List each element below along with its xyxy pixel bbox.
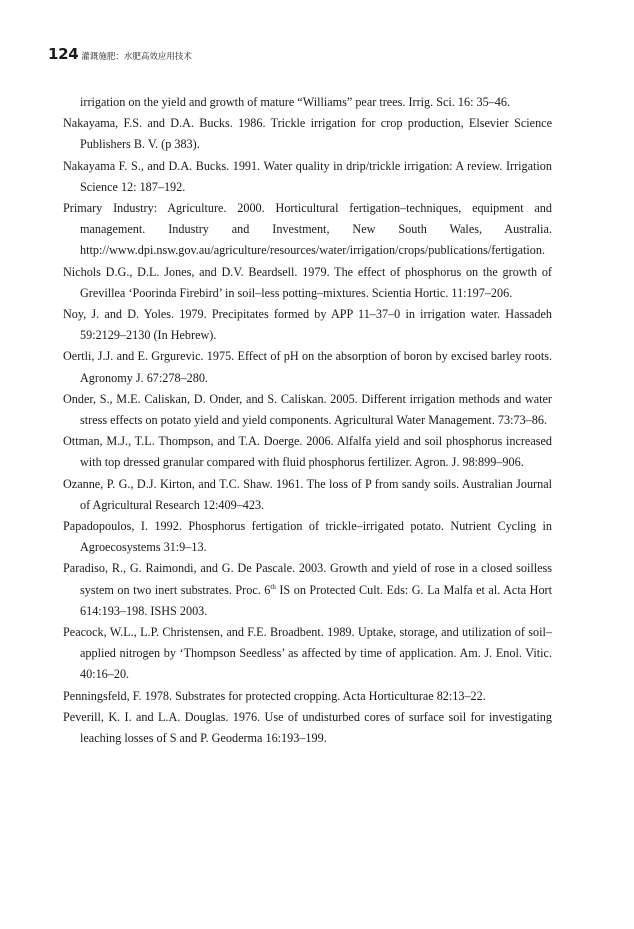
reference-entry: Nichols D.G., D.L. Jones, and D.V. Beardsell. 1979. The effect of phosphorus on the growth of Grevillea ‘Poorinda Firebird’ in soil–less potting–mixtures. Scientia Hortic. 11:197–206. (63, 264, 552, 300)
reference-entry: Primary Industry: Agriculture. 2000. Horticultural fertigation–techniques, equipment and management. Industry and Investment, New South Wales, Australia. http://www.dpi.nsw.gov.au/agriculture/resources/water/irrigation/crops/publications/fertigation. (63, 201, 552, 258)
reference-entry: Oertli, J.J. and E. Grgurevic. 1975. Effect of pH on the absorption of boron by excised barley roots. Agronomy J. 67:278–280. (63, 349, 552, 385)
reference-entry: Peverill, K. I. and L.A. Douglas. 1976. Use of undisturbed cores of surface soil for investigating leaching losses of S and P. Geoderma 16:193–199. (63, 709, 552, 746)
reference-entry: Penningsfeld, F. 1978. Substrates for protected cropping. Acta Horticulturae 82:13–22. (63, 688, 486, 703)
book-title: 灌溉施肥：水肥高效应用技术 (81, 52, 192, 62)
running-header (48, 45, 192, 63)
reference-list (63, 92, 552, 749)
reference-entry: Peacock, W.L., L.P. Christensen, and F.E. Broadbent. 1989. Uptake, storage, and utilization of soil–applied nitrogen by ‘Thompson Seedless’ as affected by time of application. Am. J. Enol. Vitic. 40:16–20. (63, 625, 552, 682)
reference-entry: Noy, J. and D. Yoles. 1979. Precipitates formed by APP 11–37–0 in irrigation water. Hassadeh 59:2129–2130 (In Hebrew). (63, 307, 552, 343)
reference-entry: Nakayama F. S., and D.A. Bucks. 1991. Water quality in drip/trickle irrigation: A review. Irrigation Science 12: 187–192. (63, 158, 552, 194)
reference-text: Paradiso, R., G. Raimondi, and G. De Pascale. 2003. Growth and yield of rose in a closed soilless system on two inert substrates. Proc. 6 (63, 561, 552, 597)
reference-continuation: irrigation on the yield and growth of mature “Williams” pear trees. Irrig. Sci. 16: 35–46. (80, 95, 511, 109)
reference-entry: Ottman, M.J., T.L. Thompson, and T.A. Doerge. 2006. Alfalfa yield and soil phosphorus increased with top dressed granular compared with fluid phosphorus fertilizer. Agron. J. 98:899–906. (63, 434, 552, 470)
reference-entry: Ozanne, P. G., D.J. Kirton, and T.C. Shaw. 1961. The loss of P from sandy soils. Australian Journal of Agricultural Research 12:409–423. (63, 476, 552, 512)
reference-entry: Papadopoulos, I. 1992. Phosphorus fertigation of trickle–irrigated potato. Nutrient Cycling in Agroecosystems 31:9–13. (63, 519, 552, 555)
reference-entry: Nakayama, F.S. and D.A. Bucks. 1986. Trickle irrigation for crop production, Elsevier Science Publishers B. V. (p 383). (63, 116, 552, 152)
reference-entry (63, 558, 552, 622)
page-number: 124 (48, 45, 79, 63)
superscript: th (270, 582, 276, 591)
reference-text: IS on Protected Cult. Eds: G. La Malfa et al. Acta Hort 614:193–198. ISHS 2003. (80, 582, 552, 618)
reference-entry: Onder, S., M.E. Caliskan, D. Onder, and S. Caliskan. 2005. Different irrigation methods and water stress effects on potato yield and yield components. Agricultural Water Management. 73:73–86. (63, 391, 552, 428)
